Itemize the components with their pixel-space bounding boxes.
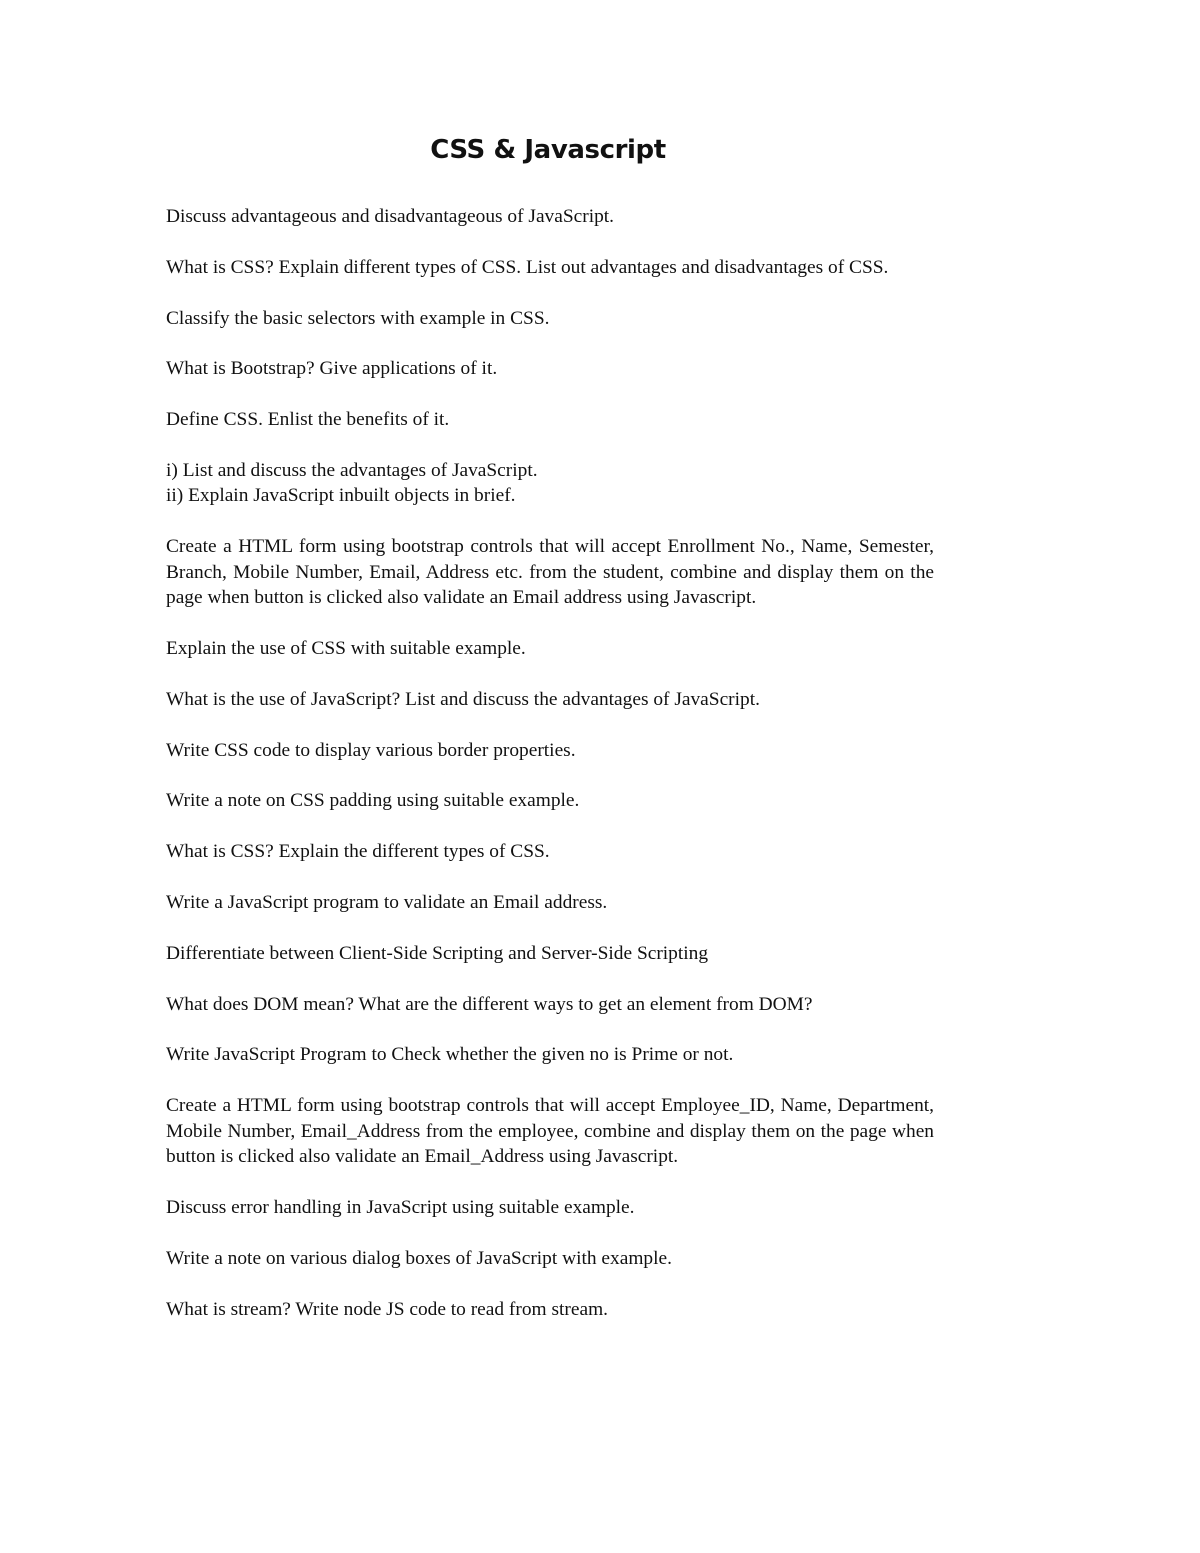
question-item: What is the use of JavaScript? List and discuss the advantages of JavaScript. [166,688,760,710]
question-item: Write a note on CSS padding using suitable example. [166,790,580,812]
question-item: Discuss error handling in JavaScript using suitable example. [166,1197,635,1219]
question-item: Explain the use of CSS with suitable example. [166,638,526,660]
question-subpart: ii) Explain JavaScript inbuilt objects in brief. [166,485,516,507]
question-item: What is Bootstrap? Give applications of it. [166,358,498,380]
question-item: Write JavaScript Program to Check whether the given no is Prime or not. [166,1044,734,1066]
question-item: What does DOM mean? What are the different ways to get an element from DOM? [166,993,813,1015]
question-item: Write a note on various dialog boxes of JavaScript with example. [166,1247,672,1269]
question-item: Create a HTML form using bootstrap controls that will accept Enrollment No., Name, Semester, Branch, Mobile Number, Email, Address etc. from the student, combine and display them on the page when button is clicked also validate an Email address using Javascript. [166,536,934,609]
question-item: What is CSS? Explain different types of CSS. List out advantages and disadvantages of CSS. [166,256,889,278]
question-item: Create a HTML form using bootstrap controls that will accept Employee_ID, Name, Department, Mobile Number, Email_Address from the employee, combine and display them on the page when button is clicked also validate an Email_Address using Javascript. [166,1095,934,1168]
question-item: Write a JavaScript program to validate an Email address. [166,892,608,914]
question-list [166,204,934,1347]
question-item: What is stream? Write node JS code to read from stream. [166,1298,609,1320]
question-subpart: i) List and discuss the advantages of JavaScript. [166,459,538,481]
question-item: Define CSS. Enlist the benefits of it. [166,409,450,431]
question-item: Discuss advantageous and disadvantageous of JavaScript. [166,206,615,227]
page-title: CSS & Javascript [430,135,666,165]
question-item [166,458,934,509]
question-item: What is CSS? Explain the different types of CSS. [166,841,550,863]
question-item: Classify the basic selectors with example in CSS. [166,307,550,329]
question-item: Differentiate between Client-Side Scripting and Server-Side Scripting [166,942,709,964]
question-item: Write CSS code to display various border properties. [166,739,576,761]
